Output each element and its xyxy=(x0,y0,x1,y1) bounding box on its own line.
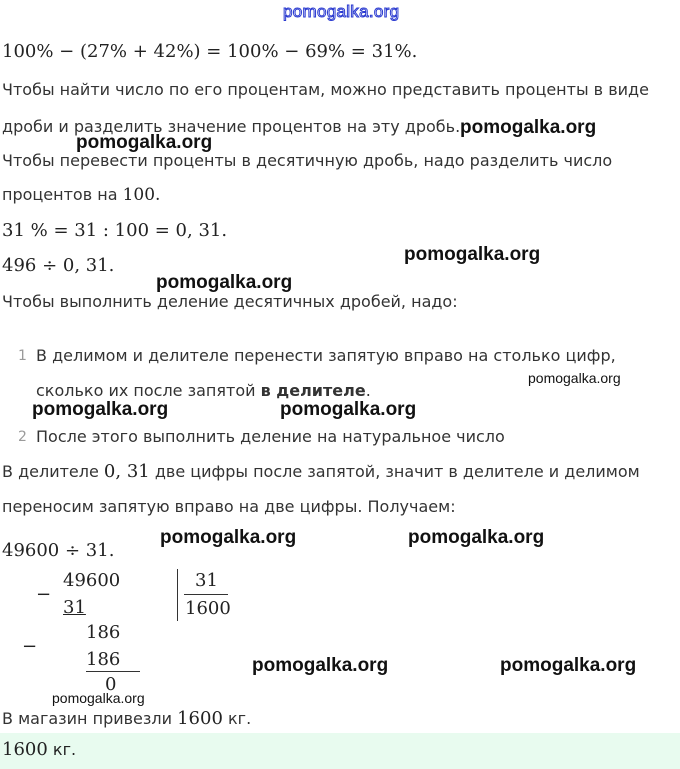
long-division-remainder-1: 186 xyxy=(86,622,121,643)
equation-division-task: 496 ÷ 0, 31. xyxy=(2,255,115,276)
paragraph-2-number: 100. xyxy=(122,185,161,205)
paragraph-5-math: 1600 xyxy=(177,708,223,729)
paragraph-4-math: 0, 31 xyxy=(103,461,150,482)
watermark: pomogalka.org xyxy=(76,132,213,153)
paragraph-5-text: В магазин привезли xyxy=(2,709,178,728)
paragraph-2-text: процентов на xyxy=(2,185,123,204)
watermark: pomogalka.org xyxy=(408,527,545,548)
list-item-1-end: . xyxy=(365,381,371,400)
watermark: pomogalka.org xyxy=(252,655,389,676)
list-item-1-line-1: В делимом и делителе перенести запятую вправо на столько цифр, xyxy=(36,346,616,365)
paragraph-4-text-1: В делителе xyxy=(2,462,104,481)
paragraph-2-line-1: Чтобы перевести проценты в десятичную дробь, надо разделить число xyxy=(2,151,613,170)
answer-unit: кг. xyxy=(47,740,77,759)
answer-number: 1600 xyxy=(2,739,48,760)
watermark: pomogalka.org xyxy=(404,244,541,265)
long-division-subtrahend-1: 31 xyxy=(63,597,86,618)
long-division-result-line xyxy=(86,671,140,672)
equation-converted-division: 49600 ÷ 31. xyxy=(2,540,115,561)
watermark: pomogalka.org xyxy=(32,399,169,420)
equation-percent-to-decimal: 31 % = 31 : 100 = 0, 31. xyxy=(2,220,228,241)
answer-panel xyxy=(0,733,680,769)
watermark: pomogalka.org xyxy=(52,690,145,706)
watermark: pomogalka.org xyxy=(528,370,621,386)
list-item-1-text: сколько их после запятой xyxy=(36,381,261,400)
long-division-quotient: 1600 xyxy=(185,598,231,619)
list-item-1-bold: в делителе xyxy=(260,381,366,400)
long-division-minus-2: − xyxy=(22,636,38,657)
paragraph-1-line-2: дроби и разделить значение процентов на эту дробь. xyxy=(2,117,461,136)
paragraph-1-line-1: Чтобы найти число по его процентам, можно представить проценты в виде xyxy=(2,80,649,99)
long-division-remainder-2: 0 xyxy=(105,674,117,695)
paragraph-4-line-1 xyxy=(2,461,640,482)
paragraph-3: Чтобы выполнить деление десятичных дробей, надо: xyxy=(2,292,458,311)
paragraph-4-line-2: переносим запятую вправо на две цифры. Получаем: xyxy=(2,497,456,516)
long-division-dividend: 49600 xyxy=(63,570,121,591)
watermark: pomogalka.org xyxy=(160,527,297,548)
watermark: pomogalka.org xyxy=(500,655,637,676)
list-item-number: 1 xyxy=(18,348,27,364)
list-item-2: После этого выполнить деление на натуральное число xyxy=(36,427,505,446)
paragraph-5 xyxy=(2,708,251,729)
watermark: pomogalka.org xyxy=(460,117,597,138)
paragraph-4-text-2: две цифры после запятой, значит в делителе и делимом xyxy=(149,462,640,481)
watermark: pomogalka.org xyxy=(156,272,293,293)
answer xyxy=(2,739,76,760)
long-division-divisor-line xyxy=(184,594,228,595)
paragraph-5-end: кг. xyxy=(222,709,252,728)
long-division-divisor: 31 xyxy=(195,570,218,591)
long-division-vertical-line xyxy=(177,569,178,621)
watermark: pomogalka.org xyxy=(280,399,417,420)
list-item-1-line-2 xyxy=(36,381,371,400)
list-item-number: 2 xyxy=(18,429,27,445)
watermark-top: pomogalka.org xyxy=(283,2,400,21)
paragraph-2-line-2 xyxy=(2,185,160,205)
long-division-minus-1: − xyxy=(36,584,52,605)
long-division-subtrahend-2: 186 xyxy=(86,649,121,670)
equation-percent-remaining: 100% − (27% + 42%) = 100% − 69% = 31%. xyxy=(2,41,418,62)
